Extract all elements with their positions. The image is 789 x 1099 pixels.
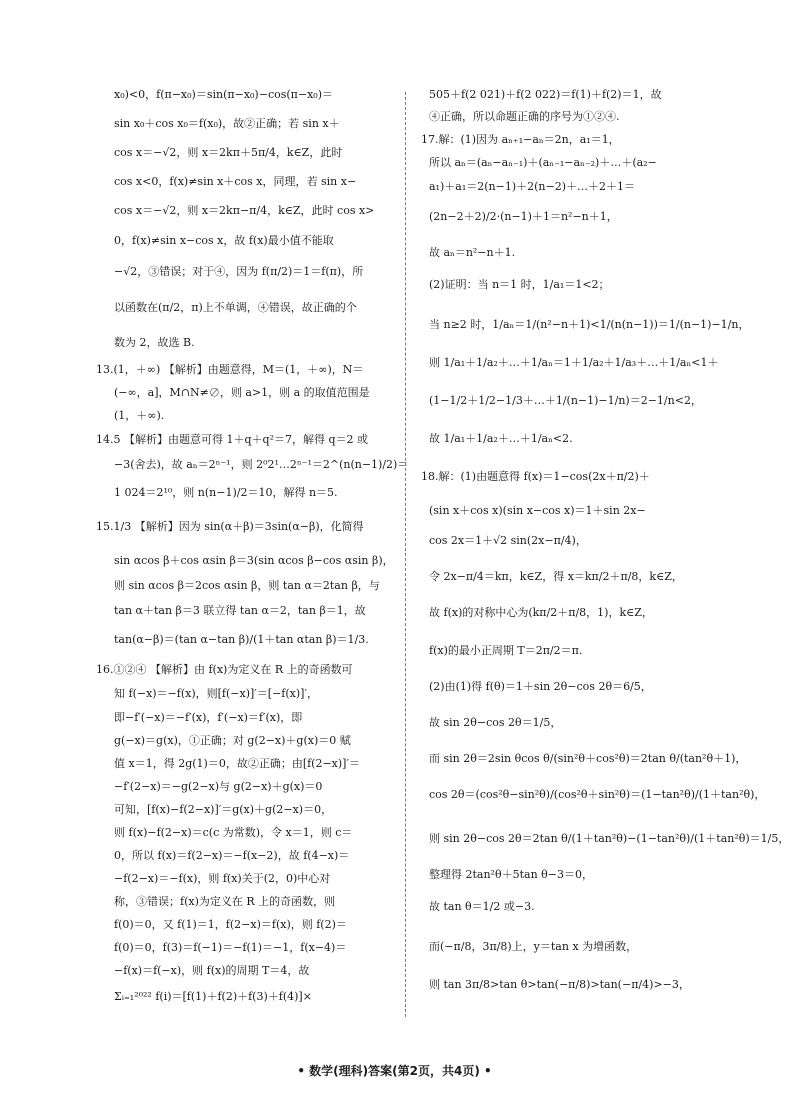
text-line: a₁)＋a₁＝2(n−1)＋2(n−2)＋…＋2＋1＝ (429, 180, 635, 193)
text-line: (1，＋∞). (114, 409, 165, 422)
text-line: 值 x＝1，得 2g(1)＝0，故②正确；由[f(2−x)]′＝ (114, 757, 360, 770)
text-line: 整理得 2tan²θ＋5tan θ−3＝0， (429, 868, 593, 881)
text-line: 0，f(x)≠sin x−cos x，故 f(x)最小值不能取 (114, 234, 334, 247)
text-line: 令 2x−π/4＝kπ，k∈Z，得 x＝kπ/2＋π/8，k∈Z， (429, 570, 683, 583)
text-line: 故 1/a₁＋1/a₂＋…＋1/aₙ<2. (429, 432, 573, 445)
text-line: (2n−2＋2)/2·(n−1)＋1＝n²−n＋1， (429, 210, 618, 223)
text-line: cos x＝−√2，则 x＝2kπ−π/4，k∈Z，此时 cos x> (114, 204, 375, 217)
text-line: 1 024＝2¹⁰，则 n(n−1)/2＝10，解得 n＝5. (114, 486, 338, 499)
text-line: 而(−π/8，3π/8)上，y＝tan x 为增函数， (429, 940, 638, 953)
text-line: 18.解：(1)由题意得 f(x)＝1−cos(2x＋π/2)＋ (421, 470, 650, 483)
text-line: (sin x＋cos x)(sin x−cos x)＝1＋sin 2x− (429, 504, 646, 517)
text-line: (2)证明：当 n＝1 时，1/a₁＝1<2； (429, 278, 610, 291)
text-line: 故 aₙ＝n²−n＋1. (429, 246, 516, 259)
text-line: 可知，[f(x)−f(2−x)]′＝g(x)＋g(2−x)＝0， (114, 803, 333, 816)
text-line: 即−f′(−x)＝−f′(x)，f′(−x)＝f′(x)，即 (114, 711, 303, 724)
text-line: 当 n≥2 时，1/aₙ＝1/(n²−n＋1)<1/(n(n−1))＝1/(n−1)−1/n， (429, 318, 750, 331)
text-line: tan(α−β)＝(tan α−tan β)/(1＋tan αtan β)＝1/3. (114, 633, 369, 646)
text-line: g(−x)＝g(x)，①正确；对 g(2−x)＋g(x)＝0 赋 (114, 734, 351, 747)
text-line: 故 tan θ＝1/2 或−3. (429, 900, 535, 913)
text-line: 则 tan 3π/8>tan θ>tan(−π/8)>tan(−π/4)>−3， (429, 978, 690, 991)
text-line: 16.①②④ 【解析】由 f(x)为定义在 R 上的奇函数可 (96, 663, 353, 676)
text-line: 0，所以 f(x)＝f(2−x)＝−f(x−2)，故 f(4−x)＝ (114, 849, 350, 862)
page-footer: • 数学(理科)答案(第2页，共4页) • (297, 1064, 492, 1078)
text-line: 15.1/3 【解析】因为 sin(α＋β)＝3sin(α−β)，化简得 (96, 520, 364, 533)
text-line: 故 f(x)的对称中心为(kπ/2＋π/8，1)，k∈Z， (429, 606, 653, 619)
text-line: cos x<0，f(x)≠sin x＋cos x，同理，若 sin x− (114, 175, 357, 188)
text-line: 则 f(x)−f(2−x)＝c(c 为常数)，令 x＝1，则 c＝ (114, 826, 353, 839)
text-line: −3(舍去)，故 aₙ＝2ⁿ⁻¹，则 2⁰2¹…2ⁿ⁻¹＝2^(n(n−1)/2)＝ (114, 458, 409, 471)
text-line: −f(x)＝f(−x)，则 f(x)的周期 T＝4，故 (114, 964, 310, 977)
text-line: tan α＋tan β＝3 联立得 tan α＝2，tan β＝1，故 (114, 604, 366, 617)
text-line: f(0)＝0，f(3)＝f(−1)＝−f(1)＝−1，f(x−4)＝ (114, 941, 347, 954)
text-line: 则 sin αcos β＝2cos αsin β，则 tan α＝2tan β，与 (114, 579, 380, 592)
text-line: 则 1/a₁＋1/a₂＋…＋1/aₙ＝1＋1/a₂＋1/a₃＋…＋1/aₙ<1＋ (429, 356, 719, 369)
text-line: f(x)的最小正周期 T＝2π/2＝π. (429, 644, 583, 657)
text-line: 17.解：(1)因为 aₙ₊₁−aₙ＝2n，a₁＝1， (421, 133, 620, 146)
text-line: 所以 aₙ＝(aₙ−aₙ₋₁)＋(aₙ₋₁−aₙ₋₂)＋…＋(a₂− (429, 156, 657, 169)
text-line: 505＋f(2 021)＋f(2 022)＝f(1)＋f(2)＝1，故 (429, 88, 662, 101)
text-line: x₀)<0，f(π−x₀)＝sin(π−x₀)−cos(π−x₀)＝ (114, 88, 334, 101)
text-line: 称，③错误；f(x)为定义在 R 上的奇函数，则 (114, 895, 336, 908)
text-line: Σᵢ₌₁²⁰²² f(i)＝[f(1)＋f(2)＋f(3)＋f(4)]× (114, 990, 312, 1003)
text-line: 故 sin 2θ−cos 2θ＝1/5， (429, 716, 562, 729)
column-divider (405, 92, 406, 1017)
text-line: 数为 2，故选 B. (114, 336, 195, 349)
text-line: (2)由(1)得 f(θ)＝1＋sin 2θ−cos 2θ＝6/5， (429, 680, 652, 693)
text-line: 以函数在(π/2，π)上不单调，④错误，故正确的个 (114, 301, 357, 314)
text-line: (−∞，a]，M∩N≠∅，则 a>1，则 a 的取值范围是 (114, 386, 370, 399)
text-line: cos 2x＝1＋√2 sin(2x−π/4)， (429, 534, 587, 547)
text-line: f(0)＝0，又 f(1)＝1，f(2−x)＝f(x)，则 f(2)＝ (114, 918, 347, 931)
text-line: 知 f(−x)＝−f(x)，则[f(−x)]′＝[−f(x)]′， (114, 687, 318, 700)
text-line: (1−1/2＋1/2−1/3＋…＋1/(n−1)−1/n)＝2−1/n<2， (429, 394, 702, 407)
text-line: cos x＝−√2，则 x＝2kπ＋5π/4，k∈Z，此时 (114, 146, 343, 159)
text-line: 而 sin 2θ＝2sin θcos θ/(sin²θ＋cos²θ)＝2tan θ/(tan²θ＋1)， (429, 752, 747, 765)
text-line: 则 sin 2θ−cos 2θ＝2tan θ/(1＋tan²θ)−(1−tan²θ)/(1＋tan²θ)＝1/5， (429, 832, 789, 845)
text-line: 13.(1，＋∞) 【解析】由题意得，M＝(1，＋∞)，N＝ (96, 363, 364, 376)
text-line: −f′(2−x)＝−g(2−x)与 g(2−x)＋g(x)＝0 (114, 780, 323, 793)
text-line: −√2，③错误；对于④，因为 f(π/2)＝1＝f(π)，所 (114, 265, 364, 278)
text-line: sin x₀＋cos x₀＝f(x₀)，故②正确；若 sin x＋ (114, 117, 340, 130)
text-line: −f(2−x)＝−f(x)，则 f(x)关于(2，0)中心对 (114, 872, 331, 885)
text-line: sin αcos β＋cos αsin β＝3(sin αcos β−cos αsin β)， (114, 554, 394, 567)
text-line: 14.5 【解析】由题意可得 1＋q＋q²＝7，解得 q＝2 或 (96, 433, 369, 446)
text-line: ④正确，所以命题正确的序号为①②④. (429, 110, 620, 123)
text-line: cos 2θ＝(cos²θ−sin²θ)/(cos²θ＋sin²θ)＝(1−tan²θ)/(1＋tan²θ)， (429, 788, 766, 801)
